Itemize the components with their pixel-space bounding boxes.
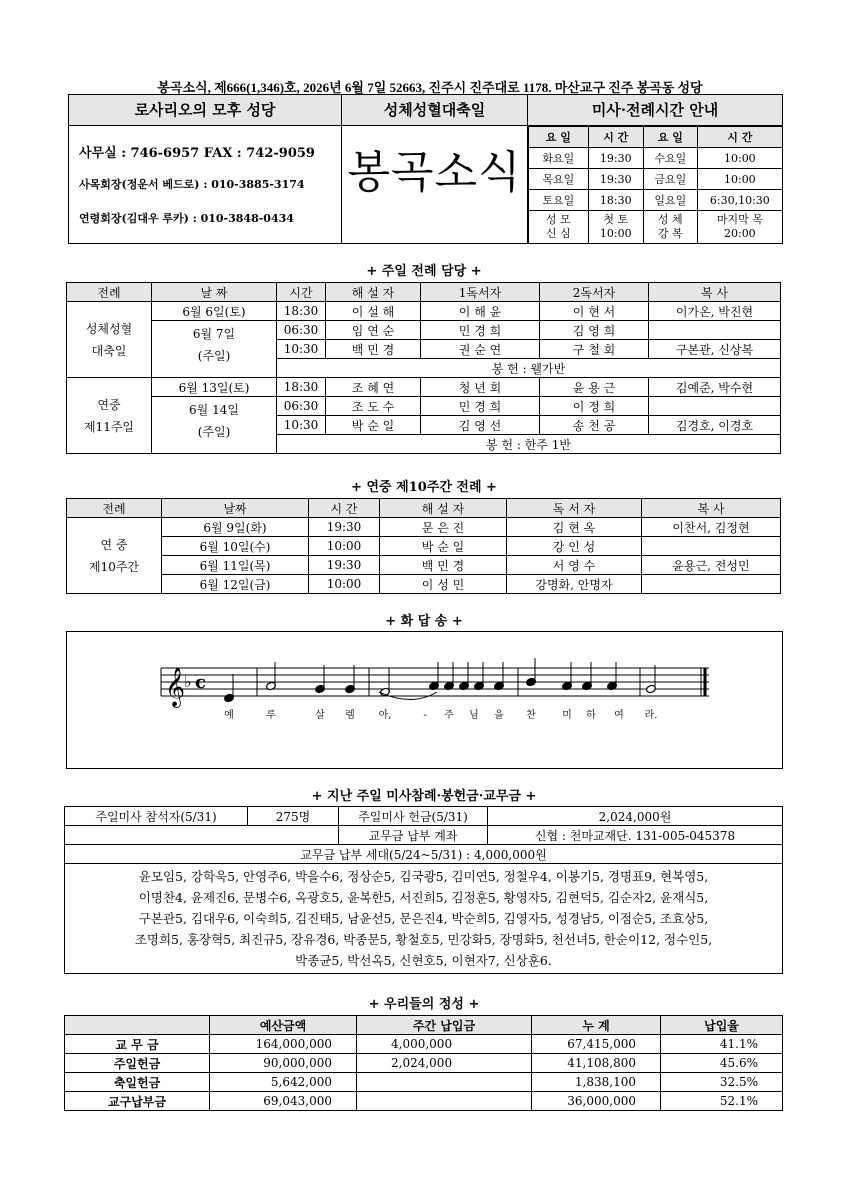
mass-cell: 수요일 xyxy=(643,148,697,169)
mass-cell: 10:00 xyxy=(697,148,782,169)
commentator-cell: 조 도 수 xyxy=(326,397,421,416)
time-cell: 10:30 xyxy=(277,340,326,359)
lyric-syllable: - xyxy=(423,710,427,721)
lyric-syllable: 루 xyxy=(266,710,276,721)
commentator-cell: 박 순 일 xyxy=(326,416,421,435)
lyric-syllable: 미 xyxy=(562,710,572,721)
reader1-cell: 민 경 희 xyxy=(421,321,540,340)
commentator-cell: 이 설 해 xyxy=(326,302,421,321)
row-label: 교구납부금 xyxy=(65,1092,210,1111)
rate-cell: 32.5% xyxy=(661,1073,783,1092)
union-chair-phone: 연령회장(김대우 루카) : 010-3848-0434 xyxy=(79,212,294,225)
weekday-liturgy-table xyxy=(66,498,781,594)
account-value: 신협 : 천마교재단. 131-005-045378 xyxy=(488,826,783,845)
mass-cell: 6:30,10:30 xyxy=(697,190,782,211)
lyric-syllable: 라. xyxy=(644,710,658,721)
mass-times-table xyxy=(528,126,782,243)
rate-cell: 41.1% xyxy=(661,1035,783,1054)
mass-info-title: 미사·전례시간 안내 xyxy=(528,95,782,126)
table-row xyxy=(67,378,781,397)
rate-cell: 52.1% xyxy=(661,1092,783,1111)
reader2-cell: 윤 용 근 xyxy=(540,378,649,397)
server-cell: 구본관, 신상복 xyxy=(649,340,781,359)
reader-cell: 강 인 성 xyxy=(507,537,642,556)
lyric-syllable: 렘 xyxy=(345,710,355,721)
reader1-cell: 민 경 희 xyxy=(421,397,540,416)
reader-cell: 김 현 옥 xyxy=(507,518,642,537)
table-row xyxy=(67,302,781,321)
lyric-syllable: 하 xyxy=(586,710,596,721)
budget-cell: 5,642,000 xyxy=(210,1073,357,1092)
server-cell xyxy=(642,537,781,556)
column-header: 복 사 xyxy=(642,499,781,518)
feast-name: 성체성혈대축일 xyxy=(342,95,528,126)
treble-clef-icon: 𝄞 xyxy=(165,667,186,707)
lyric-syllable: 을 xyxy=(494,710,504,721)
title-box xyxy=(342,126,528,243)
mass-cell: 18:30 xyxy=(588,190,643,211)
lyrics xyxy=(224,708,657,721)
date-cell: 6월 14일 (주일) xyxy=(152,397,277,454)
budget-cell: 164,000,000 xyxy=(210,1035,357,1054)
time-cell: 19:30 xyxy=(309,518,380,537)
account-label: 교무금 납부 계좌 xyxy=(339,826,488,845)
bulletin-info-line: 봉곡소식, 제666(1,346)호, 2026년 6월 7일 52663, 진주시 진주대로 1178. 마산교구 진주 봉곡동 성당 xyxy=(157,80,703,95)
commentator-cell: 임 연 순 xyxy=(326,321,421,340)
music-staff xyxy=(67,632,782,768)
row-label: 교 무 금 xyxy=(65,1035,210,1054)
total-cell: 1,838,100 xyxy=(532,1073,661,1092)
column-header: 주간 납입금 xyxy=(357,1016,532,1035)
date-cell: 6월 6일(토) xyxy=(152,302,277,321)
table-row xyxy=(65,1092,783,1111)
reader1-cell: 이 해 윤 xyxy=(421,302,540,321)
mass-cell: 토요일 xyxy=(529,190,589,211)
donor-line: 윤모임5, 강학욱5, 안영주6, 박을수6, 정상순5, 김국광5, 김미연5, 정철우4, 이봉기5, 경명표9, 현복영5, xyxy=(138,869,709,884)
offering-cell: 봉 헌 : 웰가반 xyxy=(277,359,781,378)
response-title: + 화 답 송 + xyxy=(385,614,463,629)
donor-line: 이명찬4, 윤제진6, 문병수6, 옥광호5, 윤복한5, 서진희5, 김정훈5, 황영자5, 김현덕5, 김순자2, 윤재식5, xyxy=(138,890,709,905)
server-cell: 이가온, 박진현 xyxy=(649,302,781,321)
column-header: 해 설 자 xyxy=(380,499,507,518)
parish-name: 로사리오의 모후 성당 xyxy=(69,95,342,126)
column-header: 해 설 자 xyxy=(326,283,421,302)
donor-line: 조명희5, 홍장혁5, 최진규5, 장유경6, 박종문5, 황철호5, 민강화5, 장명화5, 천선녀5, 한순이12, 정수인5, xyxy=(134,932,713,947)
common-time-icon: c xyxy=(195,672,206,693)
budget-cell: 69,043,000 xyxy=(210,1092,357,1111)
table-row xyxy=(67,321,781,340)
lyric-syllable: 여 xyxy=(614,710,624,721)
reader1-cell: 권 순 연 xyxy=(421,340,540,359)
attendance-value: 275명 xyxy=(248,807,339,826)
mass-cell: 화요일 xyxy=(529,148,589,169)
table-row xyxy=(65,1073,783,1092)
weekly-cell: 4,000,000 xyxy=(357,1035,532,1054)
commentator-cell: 조 혜 연 xyxy=(326,378,421,397)
reader2-cell: 이 정 희 xyxy=(540,397,649,416)
header-block xyxy=(68,94,783,244)
commentator-cell: 박 순 일 xyxy=(380,537,507,556)
rate-cell: 45.6% xyxy=(661,1054,783,1073)
weekly-cell: 2,024,000 xyxy=(357,1054,532,1073)
column-header: 독 서 자 xyxy=(507,499,642,518)
contact-box xyxy=(69,126,342,243)
liturgy-name: 성체성혈 대축일 xyxy=(67,302,152,378)
reader1-cell: 김 영 선 xyxy=(421,416,540,435)
mass-cell: 성 모 신 심 xyxy=(529,211,589,244)
liturgy-name: 연 중 제10주간 xyxy=(67,518,162,594)
mass-cell: 10:00 xyxy=(697,169,782,190)
reader2-cell: 이 현 서 xyxy=(540,302,649,321)
date-cell: 6월 9일(화) xyxy=(162,518,309,537)
column-header: 납입율 xyxy=(661,1016,783,1035)
column-header xyxy=(65,1016,210,1035)
table-row xyxy=(67,397,781,416)
reader-cell: 서 영 수 xyxy=(507,556,642,575)
column-header: 날 짜 xyxy=(152,283,277,302)
mass-cell: 마지막 목 20:00 xyxy=(697,211,782,244)
table-row xyxy=(67,575,781,594)
table-row xyxy=(67,518,781,537)
liturgy-name: 연중 제11주일 xyxy=(67,378,152,454)
lyric-syllable: 주 xyxy=(444,710,454,721)
attendance-label: 주일미사 참석자(5/31) xyxy=(65,807,248,826)
households-line: 교무금 납부 세대(5/24~5/31) : 4,000,000원 xyxy=(65,845,783,864)
last-sunday-table xyxy=(64,806,783,974)
collection-value: 2,024,000원 xyxy=(488,807,783,826)
mass-header: 요 일 xyxy=(529,127,589,148)
server-cell xyxy=(649,321,781,340)
mass-cell: 일요일 xyxy=(643,190,697,211)
commentator-cell: 이 성 민 xyxy=(380,575,507,594)
server-cell: 이찬서, 김정현 xyxy=(642,518,781,537)
server-cell: 김경호, 이경호 xyxy=(649,416,781,435)
time-cell: 06:30 xyxy=(277,321,326,340)
column-header: 날짜 xyxy=(162,499,309,518)
budget-cell: 90,000,000 xyxy=(210,1054,357,1073)
total-cell: 41,108,800 xyxy=(532,1054,661,1073)
offerings-title: + 우리들의 정성 + xyxy=(368,997,480,1012)
mass-cell: 금요일 xyxy=(643,169,697,190)
table-row xyxy=(67,537,781,556)
last-sunday-title: + 지난 주일 미사참례·봉헌금·교무금 + xyxy=(311,789,537,804)
blank-cell xyxy=(65,826,339,845)
reader2-cell: 송 천 공 xyxy=(540,416,649,435)
column-header: 예산금액 xyxy=(210,1016,357,1035)
time-cell: 10:00 xyxy=(309,537,380,556)
column-header: 전례 xyxy=(67,499,162,518)
server-cell xyxy=(649,397,781,416)
donor-list xyxy=(65,864,783,974)
column-header: 2독서자 xyxy=(540,283,649,302)
office-phone: 사무실 : 746-6957 FAX : 742-9059 xyxy=(79,146,315,161)
server-cell xyxy=(642,575,781,594)
lyric-syllable: 님 xyxy=(469,710,479,721)
row-label: 축일헌금 xyxy=(65,1073,210,1092)
sunday-liturgy-title: + 주일 전례 담당 + xyxy=(366,264,482,279)
collection-label: 주일미사 헌금(5/31) xyxy=(339,807,488,826)
date-cell: 6월 7일 (주일) xyxy=(152,321,277,378)
donor-line: 박종균5, 박선옥5, 신현호5, 이현자7, 신상훈6. xyxy=(295,953,552,968)
total-cell: 36,000,000 xyxy=(532,1092,661,1111)
mass-cell: 첫 토 10:00 xyxy=(588,211,643,244)
row-label: 주일헌금 xyxy=(65,1054,210,1073)
table-row xyxy=(67,556,781,575)
commentator-cell: 문 은 진 xyxy=(380,518,507,537)
weekly-cell xyxy=(357,1073,532,1092)
mass-cell: 19:30 xyxy=(588,148,643,169)
time-cell: 06:30 xyxy=(277,397,326,416)
date-cell: 6월 13일(토) xyxy=(152,378,277,397)
reader1-cell: 청 년 회 xyxy=(421,378,540,397)
column-header: 1독서자 xyxy=(421,283,540,302)
lyric-syllable: 예 xyxy=(224,710,234,721)
music-score-box xyxy=(66,631,783,769)
mass-header: 요 일 xyxy=(643,127,697,148)
bulletin-title: 봉곡소식 xyxy=(347,147,522,198)
mass-cell: 19:30 xyxy=(588,169,643,190)
offerings-table xyxy=(64,1015,783,1111)
time-cell: 19:30 xyxy=(309,556,380,575)
reader2-cell: 김 영 희 xyxy=(540,321,649,340)
time-cell: 10:00 xyxy=(309,575,380,594)
sunday-liturgy-table xyxy=(66,282,781,454)
reader-cell: 강명화, 안명자 xyxy=(507,575,642,594)
reader2-cell: 구 철 회 xyxy=(540,340,649,359)
lyric-syllable: 찬 xyxy=(526,710,536,721)
lyric-syllable: 살 xyxy=(315,710,325,721)
date-cell: 6월 12일(금) xyxy=(162,575,309,594)
column-header: 전례 xyxy=(67,283,152,302)
weekly-cell xyxy=(357,1092,532,1111)
table-row xyxy=(65,1054,783,1073)
weekday-liturgy-title: + 연중 제10주간 전례 + xyxy=(351,480,497,495)
table-row xyxy=(65,1035,783,1054)
mass-header: 시 간 xyxy=(588,127,643,148)
date-cell: 6월 11일(목) xyxy=(162,556,309,575)
offering-cell: 봉 헌 : 한주 1반 xyxy=(277,435,781,454)
column-header: 누 계 xyxy=(532,1016,661,1035)
time-cell: 18:30 xyxy=(277,302,326,321)
mass-header: 시 간 xyxy=(697,127,782,148)
column-header: 복 사 xyxy=(649,283,781,302)
lyric-syllable: 아, xyxy=(378,710,392,721)
mass-cell: 목요일 xyxy=(529,169,589,190)
column-header: 시 간 xyxy=(309,499,380,518)
date-cell: 6월 10일(수) xyxy=(162,537,309,556)
total-cell: 67,415,000 xyxy=(532,1035,661,1054)
flat-icon: ♭ xyxy=(184,672,192,691)
commentator-cell: 백 민 경 xyxy=(326,340,421,359)
mass-cell: 성 체 강 복 xyxy=(643,211,697,244)
column-header: 시간 xyxy=(277,283,326,302)
time-cell: 18:30 xyxy=(277,378,326,397)
donor-line: 구본관5, 김대우6, 이숙희5, 김진태5, 남윤선5, 문은진4, 박순희5, 김영자5, 성경남5, 이점순5, 조효상5, xyxy=(138,911,709,926)
server-cell: 윤용근, 전성민 xyxy=(642,556,781,575)
commentator-cell: 백 민 경 xyxy=(380,556,507,575)
time-cell: 10:30 xyxy=(277,416,326,435)
server-cell: 김예준, 박수현 xyxy=(649,378,781,397)
council-chair-phone: 사목회장(정운서 베드로) : 010-3885-3174 xyxy=(79,178,305,191)
